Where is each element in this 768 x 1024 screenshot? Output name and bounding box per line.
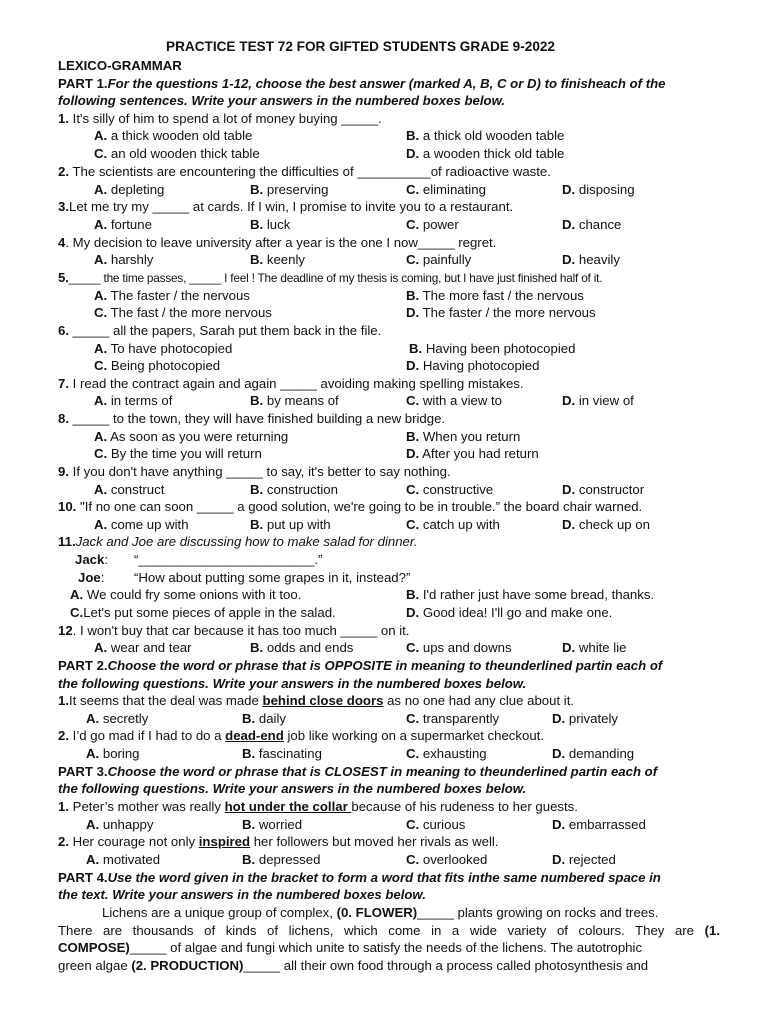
- section-heading: LEXICO-GRAMMAR: [58, 58, 182, 73]
- q3-option-d: D. chance: [562, 217, 622, 232]
- q12-option-a: A. wear and tear: [94, 640, 192, 655]
- q8-option-c: C. By the time you will return: [94, 446, 262, 461]
- p3q1-option-d: D. embarrassed: [552, 817, 646, 832]
- part3-instruction-cont: the following questions. Write your answers in the numbered boxes below.: [58, 781, 527, 796]
- q4-option-b: B. keenly: [250, 252, 305, 267]
- q5-option-b: B. The more fast / the nervous: [406, 288, 584, 303]
- part2-question-1: 1.It seems that the deal was made behind close doors as no one had any clue about it.: [58, 693, 575, 708]
- q2-option-d: D. disposing: [562, 182, 635, 197]
- p2q1-option-b: B. daily: [242, 711, 286, 726]
- q9-option-b: B. construction: [250, 482, 338, 497]
- q7-option-d: D. in view of: [562, 393, 634, 408]
- q11-jack-label: Jack:: [75, 552, 109, 567]
- q11-joe-label: Joe:: [78, 570, 105, 585]
- q10-option-b: B. put up with: [250, 517, 331, 532]
- p2q2-option-c: C. exhausting: [406, 746, 487, 761]
- q7-option-c: C. with a view to: [406, 393, 503, 408]
- q9-option-c: C. constructive: [406, 482, 494, 497]
- question-7: 7. I read the contract again and again _____ avoiding making spelling mistakes.: [58, 376, 524, 391]
- q11-option-c: C.Let's put some pieces of apple in the salad.: [70, 605, 336, 620]
- part3-instruction: PART 3.Choose the word or phrase that is CLOSEST in meaning to theunderlined partin each of: [58, 764, 658, 779]
- part4-instruction: PART 4.Use the word given in the bracket to form a word that fits inthe same numbered space in: [58, 870, 661, 885]
- q2-option-a: A. depleting: [94, 182, 165, 197]
- q11-option-b: B. I'd rather just have some bread, thanks.: [406, 587, 655, 602]
- q3-option-b: B. luck: [250, 217, 291, 232]
- question-4: 4. My decision to leave university after a year is the one I now_____ regret.: [58, 235, 497, 250]
- q7-option-b: B. by means of: [250, 393, 339, 408]
- q9-option-a: A. construct: [94, 482, 165, 497]
- q11-joe-line: “How about putting some grapes in it, instead?”: [134, 570, 411, 585]
- p3q2-option-d: D. rejected: [552, 852, 616, 867]
- q5-option-a: A. The faster / the nervous: [94, 288, 250, 303]
- p3q1-option-b: B. worried: [242, 817, 303, 832]
- q11-jack-line: “________________________.”: [134, 552, 323, 567]
- question-5: 5._____ the time passes, _____ I feel ! The deadline of my thesis is coming, but I have just finished half of it.: [58, 270, 603, 285]
- q2-option-b: B. preserving: [250, 182, 329, 197]
- q10-option-d: D. check up on: [562, 517, 650, 532]
- p3q2-option-b: B. depressed: [242, 852, 321, 867]
- q8-option-b: B. When you return: [406, 429, 521, 444]
- part1-instruction: PART 1.For the questions 1-12, choose the best answer (marked A, B, C or D) to finisheach of the: [58, 76, 666, 91]
- part4-instruction-cont: the text. Write your answers in the numbered boxes below.: [58, 887, 426, 902]
- p2q1-option-d: D. privately: [552, 711, 618, 726]
- question-3: 3.Let me try my _____ at cards. If I win, I promise to invite you to a restaurant.: [58, 199, 514, 214]
- question-12: 12. I won't buy that car because it has too much _____ on it.: [58, 623, 410, 638]
- q8-option-d: D. After you had return: [406, 446, 539, 461]
- q2-option-c: C. eliminating: [406, 182, 486, 197]
- part3-question-1: 1. Peter’s mother was really hot under the collar because of his rudeness to her guests.: [58, 799, 578, 814]
- q5-option-c: C. The fast / the more nervous: [94, 305, 272, 320]
- p2q1-option-c: C. transparently: [406, 711, 500, 726]
- question-8: 8. _____ to the town, they will have finished building a new bridge.: [58, 411, 446, 426]
- q11-option-a: A. We could fry some onions with it too.: [70, 587, 302, 602]
- q8-option-a: A. As soon as you were returning: [94, 429, 289, 444]
- part2-instruction-cont: the following questions. Write your answers in the numbered boxes below.: [58, 676, 527, 691]
- p3q2-option-c: C. overlooked: [406, 852, 488, 867]
- q6-option-c: C. Being photocopied: [94, 358, 221, 373]
- q10-option-a: A. come up with: [94, 517, 189, 532]
- part3-question-2: 2. Her courage not only inspired her followers but moved her rivals as well.: [58, 834, 499, 849]
- passage-line-3: COMPOSE)_____ of algae and fungi which unite to satisfy the needs of the lichens. The autotrophic: [58, 940, 643, 955]
- p2q2-option-a: A. boring: [86, 746, 140, 761]
- q1-option-d: D. a wooden thick old table: [406, 146, 565, 161]
- part2-question-2: 2. I’d go mad if I had to do a dead-end job like working on a supermarket checkout.: [58, 728, 544, 743]
- p3q1-option-a: A. unhappy: [86, 817, 154, 832]
- q12-option-d: D. white lie: [562, 640, 627, 655]
- p3q2-option-a: A. motivated: [86, 852, 161, 867]
- q3-option-c: C. power: [406, 217, 459, 232]
- q4-option-c: C. painfully: [406, 252, 472, 267]
- q6-option-d: D. Having photocopied: [406, 358, 540, 373]
- q12-option-b: B. odds and ends: [250, 640, 354, 655]
- q4-option-d: D. heavily: [562, 252, 620, 267]
- q1-option-a: A. a thick wooden old table: [94, 128, 253, 143]
- question-1: 1. It's silly of him to spend a lot of money buying _____.: [58, 111, 382, 126]
- q11-option-d: D. Good idea! I'll go and make one.: [406, 605, 613, 620]
- part1-instruction-cont: following sentences. Write your answers in the numbered boxes below.: [58, 93, 506, 108]
- question-10: 10. "If no one can soon _____ a good solution, we're going to be in trouble.” the board chair warned.: [58, 499, 643, 514]
- part2-instruction: PART 2.Choose the word or phrase that is OPPOSITE in meaning to theunderlined partin each of: [58, 658, 663, 673]
- q1-option-c: C. an old wooden thick table: [94, 146, 260, 161]
- p2q2-option-b: B. fascinating: [242, 746, 322, 761]
- question-11: 11.Jack and Joe are discussing how to make salad for dinner.: [58, 534, 418, 549]
- q10-option-c: C. catch up with: [406, 517, 500, 532]
- question-6: 6. _____ all the papers, Sarah put them back in the file.: [58, 323, 382, 338]
- q7-option-a: A. in terms of: [94, 393, 173, 408]
- question-9: 9. If you don't have anything _____ to say, it's better to say nothing.: [58, 464, 451, 479]
- page-title: PRACTICE TEST 72 FOR GIFTED STUDENTS GRADE 9-2022: [166, 39, 555, 54]
- q12-option-c: C. ups and downs: [406, 640, 512, 655]
- p2q2-option-d: D. demanding: [552, 746, 635, 761]
- q9-option-d: D. constructor: [562, 482, 645, 497]
- q4-option-a: A. harshly: [94, 252, 154, 267]
- q5-option-d: D. The faster / the more nervous: [406, 305, 596, 320]
- q6-option-b: B. Having been photocopied: [409, 341, 576, 356]
- q3-option-a: A. fortune: [94, 217, 152, 232]
- passage-line-1: Lichens are a unique group of complex, (0. FLOWER)_____ plants growing on rocks and trees.: [102, 905, 659, 920]
- p3q1-option-c: C. curious: [406, 817, 466, 832]
- passage-line-4: green algae (2. PRODUCTION)_____ all their own food through a process called photosynthesis and: [58, 958, 649, 973]
- q6-option-a: A. To have photocopied: [94, 341, 233, 356]
- q1-option-b: B. a thick old wooden table: [406, 128, 565, 143]
- question-2: 2. The scientists are encountering the difficulties of __________of radioactive waste.: [58, 164, 551, 179]
- passage-line-2: There are thousands of kinds of lichens, which come in a wide variety of colours. They are (1.: [58, 923, 720, 938]
- p2q1-option-a: A. secretly: [86, 711, 149, 726]
